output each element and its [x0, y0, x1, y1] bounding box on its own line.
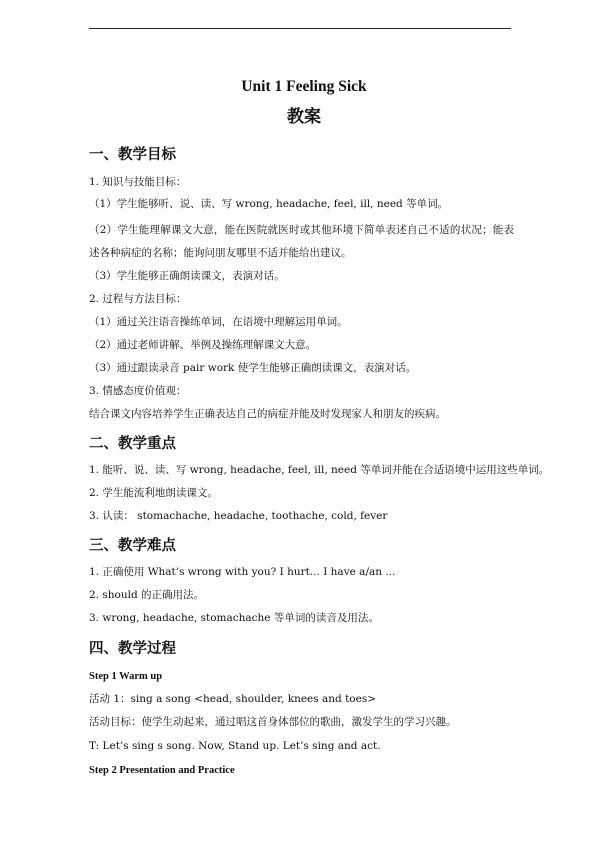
goals-knowledge-item: （3）学生能够正确朗读课文，表演对话。	[89, 270, 285, 282]
document-subtitle: 教案	[287, 107, 321, 127]
goals-process-item: （2）通过老师讲解、举例及操练理解课文大意。	[89, 339, 317, 351]
document-title: Unit 1 Feeling Sick	[241, 78, 367, 95]
teacher-line: T: Let’s sing s song. Now, Stand up. Let’s sing and act.	[89, 740, 381, 752]
activity-goal: 活动目标：使学生动起来，通过唱这首身体部位的歌曲，激发学生的学习兴趣。	[89, 716, 457, 728]
section-heading-process: 四、教学过程	[89, 640, 176, 657]
goals-emotion-item: 结合课文内容培养学生正确表达自己的病症并能及时发现家人和朋友的疾病。	[89, 408, 446, 420]
section-heading-difficulties: 三、教学难点	[89, 537, 176, 554]
goals-process-label: 2. 过程与方法目标：	[89, 293, 187, 305]
goals-knowledge-item: （1）学生能够听、说、读、写 wrong, headache, feel, ill, need 等单词。	[89, 198, 449, 210]
goals-emotion-label: 3. 情感态度价值观：	[89, 385, 187, 397]
key-points-item: 1. 能听、说、读、写 wrong, headache, feel, ill, need 等单词并能在合适语境中运用这些单词。	[89, 464, 550, 476]
step-title: Step 1 Warm up	[89, 671, 163, 682]
activity-line: 活动 1：sing a song <head, shoulder, knees and toes>	[89, 693, 377, 705]
key-points-item: 2. 学生能流利地朗读课文。	[89, 487, 218, 499]
goals-process-item: （3）通过跟读录音 pair work 使学生能够正确朗读课文，表演对话。	[89, 362, 417, 374]
difficulties-item: 1. 正确使用 What’s wrong with you? I hurt... I have a/an ...	[89, 566, 396, 578]
header-rule	[89, 28, 511, 29]
step-title: Step 2 Presentation and Practice	[89, 765, 235, 776]
difficulties-item: 2. should 的正确用法。	[89, 589, 205, 601]
goals-knowledge-item: （2）学生能理解课文大意，能在医院就医时或其他环境下简单表述自己不适的状况；能表述各种病症的名称；能询问朋友哪里不适并能给出建议。	[89, 224, 514, 259]
document-body	[89, 76, 550, 778]
section-heading-key-points: 二、教学重点	[89, 435, 176, 452]
goals-knowledge-label: 1. 知识与技能目标：	[89, 176, 187, 188]
section-heading-goals: 一、教学目标	[89, 146, 176, 163]
key-points-item: 3. 认读： stomachache, headache, toothache, cold, fever	[89, 510, 388, 522]
goals-process-item: （1）通过关注语音操练单词，在语境中理解运用单词。	[89, 316, 348, 328]
difficulties-item: 3. wrong, headache, stomachache 等单词的读音及用法。	[89, 612, 379, 624]
